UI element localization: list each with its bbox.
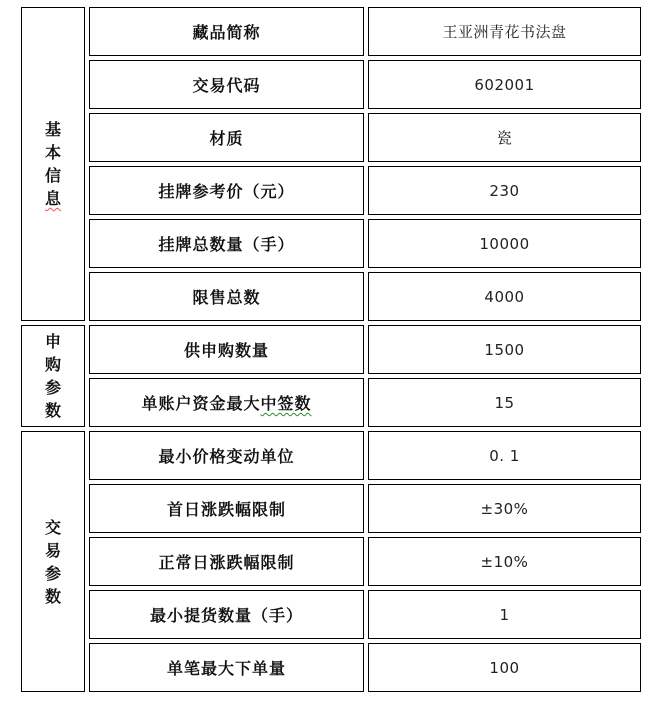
group-label-subscription-params (44, 330, 62, 422)
row-value-cell (368, 537, 641, 586)
group-label-squiggle-text: 息 (44, 189, 61, 208)
row-value-cell (368, 378, 641, 427)
row-value-cell (368, 590, 641, 639)
table-row (21, 166, 641, 215)
table-row (21, 378, 641, 427)
row-value: 王亚洲青花书法盘 (442, 23, 567, 41)
row-label: 藏品简称 (192, 23, 261, 42)
row-label-cell (89, 484, 364, 533)
row-label: 单笔最大下单量 (166, 659, 286, 678)
table-row (21, 325, 641, 374)
row-label: 最小价格变动单位 (158, 447, 295, 466)
row-label: 单账户资金最大 (141, 394, 261, 413)
table-row (21, 431, 641, 480)
row-value-cell (368, 484, 641, 533)
row-label-cell (89, 166, 364, 215)
row-value-cell (368, 219, 641, 268)
group-label-cell-subscription-params (21, 325, 85, 427)
table-row (21, 484, 641, 533)
row-label-cell (89, 325, 364, 374)
row-value: 瓷 (496, 129, 513, 147)
row-value: 1500 (484, 341, 525, 359)
row-label-squiggle-text: 中签数 (260, 394, 312, 413)
row-value-cell (368, 60, 641, 109)
row-label-cell (89, 537, 364, 586)
row-value: 1 (499, 606, 510, 624)
row-label: 正常日涨跌幅限制 (158, 553, 295, 572)
row-label: 供申购数量 (183, 341, 269, 360)
table-row (21, 219, 641, 268)
row-value: 230 (489, 182, 520, 200)
row-label: 材质 (209, 129, 244, 148)
row-label: 首日涨跌幅限制 (166, 500, 286, 519)
row-label-cell (89, 113, 364, 162)
group-label-trading-params (44, 516, 62, 608)
row-label: 最小提货数量（手） (149, 606, 303, 625)
row-value-cell (368, 166, 641, 215)
table-row (21, 590, 641, 639)
row-value: 15 (494, 394, 515, 412)
row-label: 挂牌参考价（元） (158, 182, 295, 201)
group-label-cell-basic-info (21, 7, 85, 321)
row-label-cell (89, 643, 364, 692)
row-label: 交易代码 (192, 76, 261, 95)
table-row (21, 60, 641, 109)
row-value-cell (368, 325, 641, 374)
row-label-cell (89, 590, 364, 639)
row-label-cell (89, 7, 364, 56)
row-value-cell (368, 431, 641, 480)
table-row (21, 7, 641, 56)
row-label-cell (89, 431, 364, 480)
product-info-table (17, 3, 645, 696)
group-label-cell-trading-params (21, 431, 85, 692)
row-value-cell (368, 113, 641, 162)
row-value-cell (368, 643, 641, 692)
row-value: 602001 (474, 76, 535, 94)
row-value-cell (368, 7, 641, 56)
row-value: 0. 1 (489, 447, 520, 465)
table-row (21, 537, 641, 586)
row-label: 挂牌总数量（手） (158, 235, 295, 254)
table-row (21, 272, 641, 321)
table-row (21, 643, 641, 692)
row-label-cell (89, 272, 364, 321)
group-label-text: 交易参数 (44, 517, 61, 606)
row-label: 限售总数 (192, 288, 261, 307)
row-value: ±30% (480, 500, 529, 518)
group-label-text: 申购参数 (44, 332, 61, 420)
row-value: 100 (489, 659, 520, 677)
row-value: 10000 (479, 235, 530, 253)
row-label-cell (89, 378, 364, 427)
row-value-cell (368, 272, 641, 321)
row-value: 4000 (484, 288, 525, 306)
group-label-basic-info (44, 118, 62, 210)
group-label-text: 基本信 (44, 120, 61, 185)
row-label-cell (89, 60, 364, 109)
row-label-cell (89, 219, 364, 268)
row-value: ±10% (480, 553, 529, 571)
table-row (21, 113, 641, 162)
